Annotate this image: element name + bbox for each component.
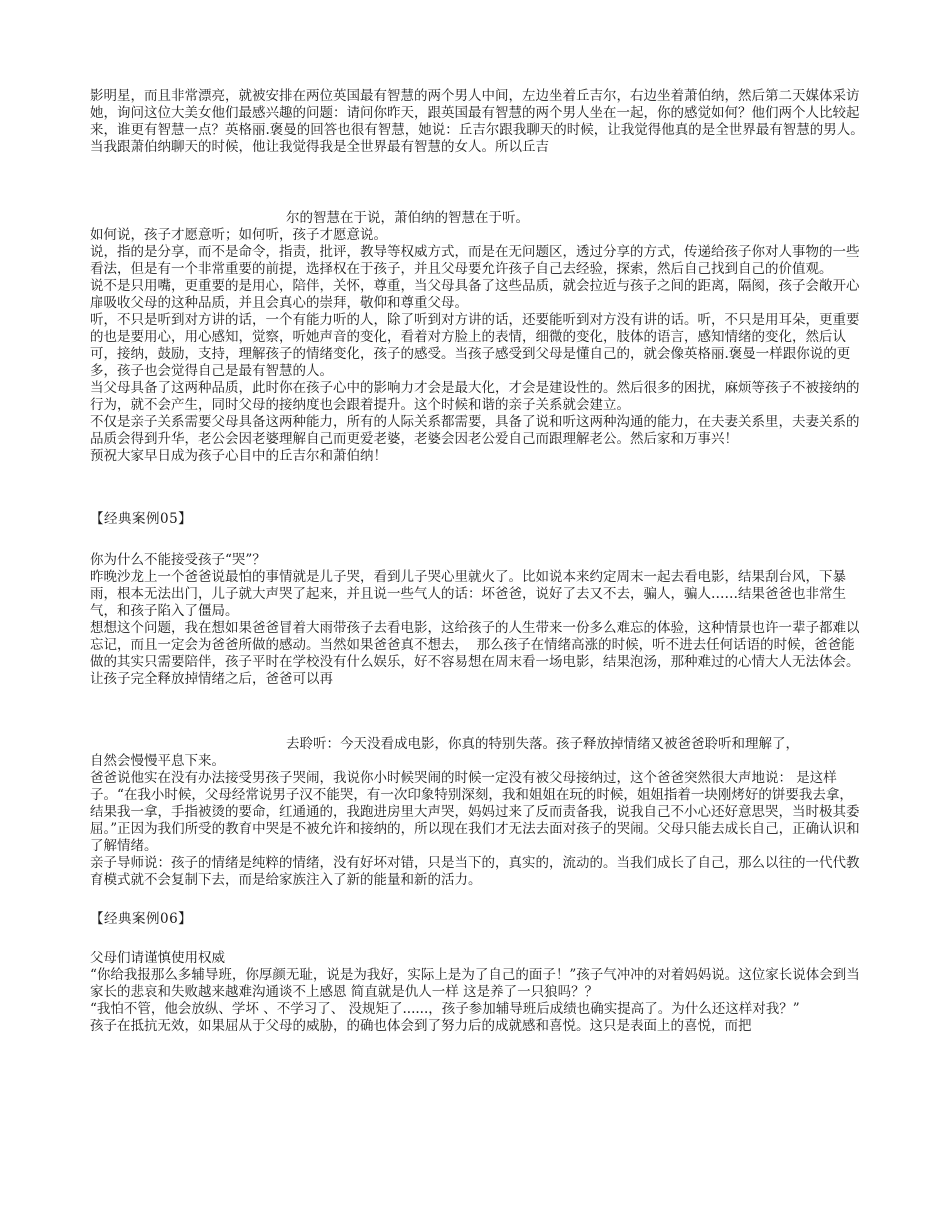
paragraph-speaking-definition: 说，指的是分享，而不是命令，指责，批评，教导等权威方式，而是在无问题区，透过分享的方式，传递给孩子你对人事物的一些看法，但是有一个非常重要的前提，选择权在于孩子，并且父母要允许孩子自己去经验，探索，然后自己找到自己的价值观。 (90, 244, 860, 277)
paragraph-how-to-speak-listen: 如何说，孩子才愿意听；如何听，孩子才愿意说。 (90, 227, 387, 243)
case-06-analysis: 孩子在抵抗无效，如果屈从于父母的威胁，的确也体会到了努力后的成就感和喜悦。这只是表面上的喜悦，而把 (90, 1018, 752, 1034)
case-05-calm-down: 自然会慢慢平息下来。 (90, 753, 225, 769)
document-page (90, 88, 865, 1035)
paragraph-wishes: 预祝大家早日成为孩子心目中的丘吉尔和萧伯纳！ (90, 448, 387, 464)
case-05-continuation: 去聆听：今天没看成电影，你真的特别失落。孩子释放掉情绪又被爸爸聆听和理解了， (286, 736, 799, 752)
paragraph-two-qualities: 当父母具备了这两种品质，此时你在孩子心中的影响力才会是最大化，才会是建设性的。然后很多的困扰，麻烦等孩子不被接纳的行为，就不会产生，同时父母的接纳度也会跟着提升。这个时候和谐的亲子关系就会建立。 (90, 380, 860, 413)
paragraph-continuation-wisdom: 尔的智慧在于说，萧伯纳的智慧在于听。 (286, 210, 529, 226)
paragraph-speaking-with-heart: 说不是只用嘴，更重要的是用心，陪伴，关怀，尊重，当父母具备了这些品质，就会拉近与孩子之间的距离，隔阂，孩子会敞开心扉吸收父母的这种品质，并且会真心的崇拜，敬仰和尊重父母。 (90, 278, 860, 311)
case-06-heading: 【经典案例06】 (90, 911, 193, 927)
paragraph-ingrid-bergman-story: 影明星，而且非常漂亮，就被安排在两位英国最有智慧的两个男人中间，左边坐着丘吉尔，右边坐着萧伯纳，然后第二天媒体采访她，询问这位大美女他们最感兴趣的问题：请问你昨天，跟英国最有智慧的两个男人坐在一起，你的感觉如何？他们两个人比较起来，谁更有智慧一点？英格丽.褒曼的回答也很有智慧，她说：丘吉尔跟我聊天的时候，让我觉得他真的是全世界最有智慧的男人。当我跟萧伯纳聊天的时候，他让我觉得我是全世界最有智慧的女人。所以丘吉 (90, 88, 864, 155)
case-05-heading: 【经典案例05】 (90, 511, 193, 527)
case-06-child-quote: “你给我报那么多辅导班，你厚颜无耻，说是为我好，实际上是为了自己的面子！”孩子气冲冲的对着妈妈说。这位家长说体会到当家长的悲哀和失败越来越难沟通谈不上感恩 简直就是仇人一样 这是养了一只狼吗？？ (90, 967, 860, 1000)
case-06-parent-quote: “我怕不管，他会放纵、学坏 、不学习了、 没规矩了......，孩子参加辅导班后成绩也确实提高了。为什么还这样对我？” (90, 1001, 800, 1017)
case-06-title: 父母们请谨慎使用权威 (90, 950, 225, 966)
case-05-title: 你为什么不能接受孩子“哭”？ (90, 552, 266, 568)
case-05-mentor-note: 亲子导师说：孩子的情绪是纯粹的情绪，没有好坏对错，只是当下的，真实的，流动的。当我们成长了自己，那么以往的一代代教育模式就不会复制下去，而是给家族注入了新的能量和新的活力。 (90, 855, 860, 888)
case-05-story: 昨晚沙龙上一个爸爸说最怕的事情就是儿子哭，看到儿子哭心里就火了。比如说本来约定周末一起去看电影，结果刮台风，下暴雨，根本无法出门，儿子就大声哭了起来，并且说一些气人的话：坏爸爸，说好了去又不去，骗人，骗人……结果爸爸也非常生气，和孩子陷入了僵局。 (90, 569, 846, 619)
case-05-reflection: 想想这个问题，我在想如果爸爸冒着大雨带孩子去看电影，这给孩子的人生带来一份多么难忘的体验，这种情景也许一辈子都难以忘记，而且一定会为爸爸所做的感动。当然如果爸爸真不想去， 那么孩子在情绪高涨的时候，听不进去任何话语的时候，爸爸能做的其实只需要陪伴，孩子平时在学校没有什么娱乐，好不容易想在周末看一场电影，结果泡汤，那种难过的心情大人无法体会。让孩子完全释放掉情绪之后，爸爸可以再 (90, 620, 860, 687)
paragraph-all-relationships: 不仅是亲子关系需要父母具备这两种能力，所有的人际关系都需要，具备了说和听这两种沟通的能力，在夫妻关系里，夫妻关系的品质会得到升华，老公会因老婆理解自己而更爱老婆，老婆会因老公爱自己而跟理解老公。然后家和万事兴！ (90, 414, 860, 447)
case-05-father-memory: 爸爸说他实在没有办法接受男孩子哭闹，我说你小时候哭闹的时候一定没有被父母接纳过，这个爸爸突然很大声地说： 是这样子。“在我小时候，父母经常说男子汉不能哭，有一次印象特别深刻，我和姐姐在玩的时候，姐姐指着一块刚烤好的饼要我去拿，结果我一拿，手指被烫的要命，红通通的，我跑进房里大声哭，妈妈过来了反而责备我，说我自己不小心还好意思哭，当时极其委屈。”正因为我们所受的教育中哭是不被允许和接纳的，所以现在我们才无法去面对孩子的哭闹。父母只能去成长自己，正确认识和了解情绪。 (90, 770, 860, 854)
paragraph-listening-definition: 听，不只是听到对方讲的话，一个有能力听的人，除了听到对方讲的话，还要能听到对方没有讲的话。听，不只是用耳朵，更重要的也是要用心，用心感知，觉察，听她声音的变化，看着对方脸上的表情，细微的变化，肢体的语言，感知情绪的变化，然后认可，接纳，鼓励，支持，理解孩子的情绪变化，孩子的感受。当孩子感受到父母是懂自己的，就会像英格丽.褒曼一样跟你说的更多，孩子也会觉得自己是最有智慧的人。 (90, 312, 860, 379)
